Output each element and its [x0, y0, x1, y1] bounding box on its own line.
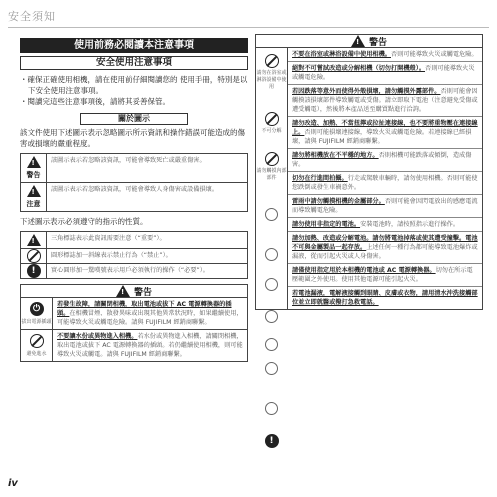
warning-item: 絕對不可嘗試改造或分解相機（切勿打開機殼）。否則可能導致火災或觸電危險。	[288, 62, 482, 85]
warning-bold: 若發生故障，請關閉相機，取出電池或拔下 AC 電源轉換器的插頭。	[57, 301, 232, 317]
warning-table	[20, 298, 248, 362]
icon-label: 請勿在浴室或淋浴設備中使用	[256, 70, 287, 90]
section-title: 安全須知	[8, 10, 56, 23]
empty-icon	[265, 310, 278, 323]
warning-triangle-icon: !	[116, 285, 130, 297]
severity-label: 警告	[26, 171, 41, 179]
icon-label: 拔出電源插頭	[21, 319, 52, 325]
severity-text: 該圖示表示若忽略該資訊，可能會導致死亡或嚴重傷害。	[51, 157, 206, 164]
warning-item: 不要在浴室或淋浴設備中使用相機。否則可能導致火災或觸電危險。	[288, 48, 482, 62]
warning-item: 雷雨中請勿觸摸相機的金屬部分。否則可能會因閃電放出的感應電流而導致觸電危險。	[288, 195, 482, 218]
warning-item: 切勿在行進間拍攝。行走或駕駛車輛時，請勿使用相機。否則可能使您跌倒或發生車禍意外。	[288, 172, 482, 195]
warning-heading: ! 警告	[20, 284, 248, 298]
severity-text: 該圖示表示若忽略該資訊，可能會導致人身傷害或設備損壞。	[51, 186, 219, 193]
icon-guide-paragraph: 該文件使用下述圖示表示忽略圖示所示資訊和操作錯誤可能造成的傷害或損壞的嚴重程度。	[20, 128, 245, 148]
icon-label: 請勿觸摸內部部件	[256, 168, 287, 181]
triangle-icon: !	[27, 234, 41, 246]
caution-triangle-icon: !	[27, 185, 41, 197]
mandatory-icon: !	[27, 264, 41, 278]
symbols-paragraph: 下述圖示表示必須遵守的指示的性質。	[20, 217, 148, 226]
icon-label: 避免進水	[26, 351, 47, 357]
warning-bold: 不要讓水份或異物進入相機。	[57, 333, 138, 340]
symbol-row	[21, 264, 247, 278]
empty-icon	[265, 208, 278, 221]
bullet-item: ・確保正確使用相機，請在使用前仔細閱讀您的 使用手冊，特別是以下安全使用注意事項。	[20, 75, 248, 95]
symbols-table	[20, 231, 248, 279]
warning-item: 請僅使用指定用於本相機的電池或 AC 電源轉換器。切勿在所示電壓範圍之外使用。使用其他電源可能引起火災。	[288, 264, 482, 287]
main-banner: 使用前務必閱讀本注意事項	[20, 38, 248, 53]
empty-icon	[265, 402, 278, 415]
warning-item: 若電池漏液，電解液接觸到眼睛、皮膚或衣物，請用清水沖洗接觸部位並立即就醫或撥打急救電話。	[292, 290, 478, 306]
symbol-text: 三角標誌表示此資訊需要注意（“重要”）。	[51, 235, 166, 242]
severity-table	[20, 153, 248, 212]
mandatory-icon: !	[265, 434, 279, 448]
severity-row-caution	[21, 183, 247, 211]
intro-bullets	[20, 74, 248, 107]
empty-icon	[265, 362, 278, 375]
symbol-text: 圓形標誌加一斜線表示禁止行為（“禁止”）。	[51, 252, 172, 259]
warning-row	[21, 298, 247, 330]
right-items	[288, 48, 482, 309]
symbol-text: 實心圓形加一驚嘆號表示用戶必須執行的操作（“必要”）。	[51, 267, 209, 274]
warning-triangle-icon: !	[27, 156, 41, 168]
empty-icon	[265, 338, 278, 351]
no-disassemble-icon	[265, 112, 279, 126]
right-column	[255, 34, 483, 446]
right-icon-column	[256, 48, 288, 446]
warning-item: 請勿改造、加熱、不當扭擰或拉扯連接線，也不要將重物壓在連接線上。否則可能損壞連接線，導致火災或觸電危險。若連接線已經損壞，請與 FUJIFILM 經銷商聯繫。	[288, 117, 482, 149]
symbol-row	[21, 232, 247, 249]
severity-label: 注意	[26, 200, 41, 208]
warning-item: 請勿將相機放在不平穩的地方。否則相機可能跌落或傾倒，造成傷害。	[288, 149, 482, 172]
prohibited-icon	[27, 249, 41, 263]
symbol-row	[21, 249, 247, 264]
page-number: iv	[8, 478, 18, 489]
warning-text: 若水份或異物進入相機，請關閉相機，取出電池或拔下 AC 電源轉換器的插頭。若仍繼續使用相機，則可能導致火災或觸電。請與 FUJIFILM 經銷商聯繫。	[57, 333, 243, 358]
no-bath-icon	[265, 54, 279, 68]
right-warning-table	[255, 48, 483, 446]
no-touch-icon	[265, 152, 279, 166]
bullet-item: ・閱讀完這些注意事項後，請將其妥善保管。	[20, 97, 170, 106]
icon-label: 不可分解	[261, 128, 282, 134]
header-rule	[8, 27, 489, 28]
warning-item: 請勿使用非指定的電池。安裝電池時，請按照指示進行操作。	[288, 218, 482, 232]
left-column	[20, 38, 248, 362]
empty-icon	[265, 248, 278, 261]
warning-triangle-icon: !	[351, 35, 365, 47]
empty-icon	[265, 278, 278, 291]
warning-row	[21, 330, 247, 361]
warning-item: 請勿加熱、改造或分解電池。請勿將電池掉落或使其遭受撞擊。電池不可與金屬製品一起存放。上述任何一種行為都可能導致電池爆炸或漏液，從而引起火災或人身傷害。	[288, 232, 482, 264]
right-warning-heading: ! 警告	[255, 34, 483, 48]
no-water-icon	[30, 334, 44, 348]
severity-row-warning	[21, 154, 247, 183]
icon-guide-heading: 關於圖示	[80, 113, 188, 125]
warning-item: 若因跌落等意外而使得外殼損壞，請勿觸摸外露部件。否則可能會因觸摸該損壞部件導致觸電或受傷。請立即取下電池（注意避免受傷或遭受觸電），然後將本產品送至購買點進行洽詢。	[288, 85, 482, 117]
page-header	[8, 8, 489, 28]
unplug-icon: ⏻	[30, 302, 44, 316]
warning-text: 在相機冒煙、散發異味或出現其他異常狀況時，如果繼續使用，可能導致火災或觸電危險。請與 FUJIFILM 經銷商聯繫。	[57, 310, 243, 326]
sub-banner: 安全使用注意事項	[20, 56, 248, 70]
